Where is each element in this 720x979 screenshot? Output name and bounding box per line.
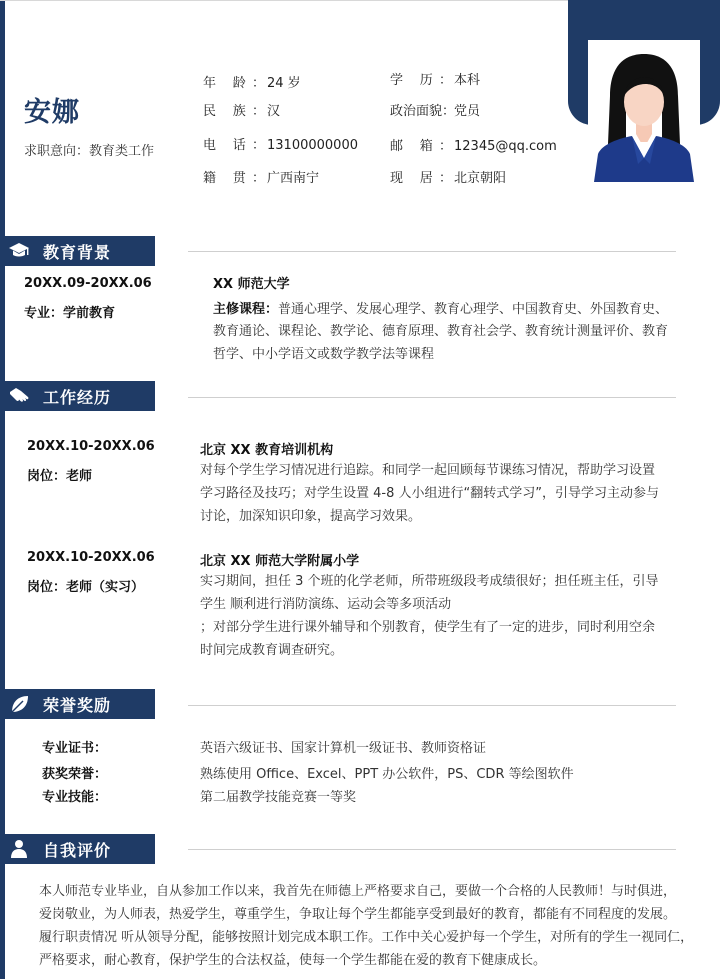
info-email-value: 12345@qq.com xyxy=(454,139,557,154)
person-icon xyxy=(8,839,30,859)
honor-row-3-value: 第二届教学技能竞赛一等奖 xyxy=(200,790,357,805)
job-1-post xyxy=(27,465,92,484)
job-2-line-3: ；对部分学生进行课外辅导和个别教育，使学生有了一定的进步，同时利用空余 xyxy=(200,620,656,635)
job-2-org: 北京 XX 师范大学附属小学 xyxy=(200,554,360,569)
section-self-eval-header xyxy=(0,834,155,864)
honor-row-1-value: 英语六级证书、国家计算机一级证书、教师资格证 xyxy=(200,741,487,756)
info-education xyxy=(390,69,480,88)
job-2-line-4: 时间完成教育调查研究。 xyxy=(200,643,344,658)
info-residence-value: 北京朝阳 xyxy=(454,171,507,186)
honor-row-1-label: 专业证书： xyxy=(42,741,108,756)
job-1-description xyxy=(200,459,670,528)
section-education-header xyxy=(0,236,155,266)
section-self-eval-rule xyxy=(188,849,676,850)
info-age xyxy=(203,72,301,91)
self-eval-line-1: 本人师范专业毕业，自从参加工作以来，我首先在师德上严格要求自己，要做一个合格的人民教师！与时俱进， xyxy=(39,884,677,899)
job-intent: 求职意向：教育类工作 xyxy=(24,144,155,159)
info-native-value: 广西南宁 xyxy=(267,171,320,186)
info-politics xyxy=(390,100,480,119)
education-school: XX 师范大学 xyxy=(213,277,290,292)
graduation-cap-icon xyxy=(8,241,30,261)
job-2-date: 20XX.10-20XX.06 xyxy=(27,550,155,565)
info-education-value: 本科 xyxy=(454,73,481,88)
job-2-line-1: 实习期间，担任 3 个班的化学老师，所带班级段考成绩很好；担任班主任，引导 xyxy=(200,574,659,589)
info-politics-label: 政治面貌： xyxy=(390,104,456,119)
info-nation-label: 民 族： xyxy=(203,104,265,119)
info-residence-label: 现 居： xyxy=(390,171,452,186)
leaf-icon xyxy=(8,694,30,714)
info-phone-label: 电 话： xyxy=(203,138,265,153)
job-1-date: 20XX.10-20XX.06 xyxy=(27,439,155,454)
job-1-post-text: 岗位：老师 xyxy=(27,469,93,484)
info-native xyxy=(203,167,319,186)
info-native-label: 籍 贯： xyxy=(203,171,265,186)
info-age-label: 年 龄： xyxy=(203,76,265,91)
education-courses-line-3: 哲学、中小学语文或数学教学法等课程 xyxy=(213,347,435,362)
job-2-post-text: 岗位：老师（实习） xyxy=(27,580,145,595)
info-nation xyxy=(203,100,280,119)
job-2-description xyxy=(200,570,670,662)
job-2-line-2: 学生 顺利进行消防演练、运动会等多项活动 xyxy=(200,597,452,612)
section-honors-header xyxy=(0,689,155,719)
candidate-name: 安娜 xyxy=(24,97,80,128)
info-email xyxy=(390,135,557,154)
section-education-title: 教育背景 xyxy=(43,243,112,262)
info-residence xyxy=(390,167,506,186)
section-work-title: 工作经历 xyxy=(43,388,112,407)
left-accent-bar xyxy=(0,0,5,979)
info-phone-value: 13100000000 xyxy=(267,138,358,153)
honor-row-3-label: 专业技能： xyxy=(42,790,108,805)
info-age-value: 24 岁 xyxy=(267,76,301,91)
info-education-label: 学 历： xyxy=(390,73,452,88)
section-work-header xyxy=(0,381,155,411)
honor-row-2-label: 获奖荣誉： xyxy=(42,767,108,782)
job-1-line-3: 讨论，加深知识印象，提高学习效果。 xyxy=(200,509,422,524)
job-1-line-2: 学习路径及技巧；对学生设置 4-8 人小组进行“翻转式学习”，引导学习主动参与 xyxy=(200,486,659,501)
education-courses-text-1: 普通心理学、发展心理学、教育心理学、中国教育史、外国教育史、 xyxy=(278,302,669,317)
self-eval-line-4: 严格要求，耐心教育，保护学生的合法权益，使每一个学生都能在爱的教育下健康成长。 xyxy=(39,953,547,968)
info-phone xyxy=(203,134,358,153)
job-2-post xyxy=(27,576,144,595)
self-eval-line-3: 履行职责情况 听从领导分配，能够按照计划完成本职工作。工作中关心爱护每一个学生，对所有的学生一视同仁， xyxy=(39,930,694,945)
info-nation-value: 汉 xyxy=(267,104,281,119)
education-date: 20XX.09-20XX.06 xyxy=(24,276,152,291)
avatar-illustration xyxy=(588,40,700,182)
avatar xyxy=(588,40,700,182)
job-1-line-1: 对每个学生学习情况进行追踪。和同学一起回顾每节课练习情况，帮助学习设置 xyxy=(200,463,656,478)
handshake-icon xyxy=(8,386,30,406)
education-courses-label: 主修课程： xyxy=(213,302,279,317)
job-1-org: 北京 XX 教育培训机构 xyxy=(200,443,334,458)
section-self-eval-title: 自我评价 xyxy=(43,841,112,860)
education-major: 专业：学前教育 xyxy=(24,306,116,321)
info-politics-value: 党员 xyxy=(454,104,481,119)
education-courses-line-1 xyxy=(213,298,668,317)
honor-row-2-value: 熟练使用 Office、Excel、PPT 办公软件，PS、CDR 等绘图软件 xyxy=(200,767,574,782)
info-email-label: 邮 箱： xyxy=(390,139,452,154)
photo-frame xyxy=(568,0,720,190)
self-eval-line-2: 爱岗敬业，为人师表，热爱学生，尊重学生，争取让每个学生都能享受到最好的教育，都能有不同程度的发展。 xyxy=(39,907,677,922)
self-eval-text xyxy=(39,880,709,972)
section-honors-title: 荣誉奖励 xyxy=(43,696,112,715)
top-divider xyxy=(0,0,570,1)
education-courses-line-2: 教育通论、课程论、教学论、德育原理、教育社会学、教育统计测量评价、教育 xyxy=(213,324,669,339)
section-honors-rule xyxy=(188,705,676,706)
section-education-rule xyxy=(188,251,676,252)
section-work-rule xyxy=(188,397,676,398)
